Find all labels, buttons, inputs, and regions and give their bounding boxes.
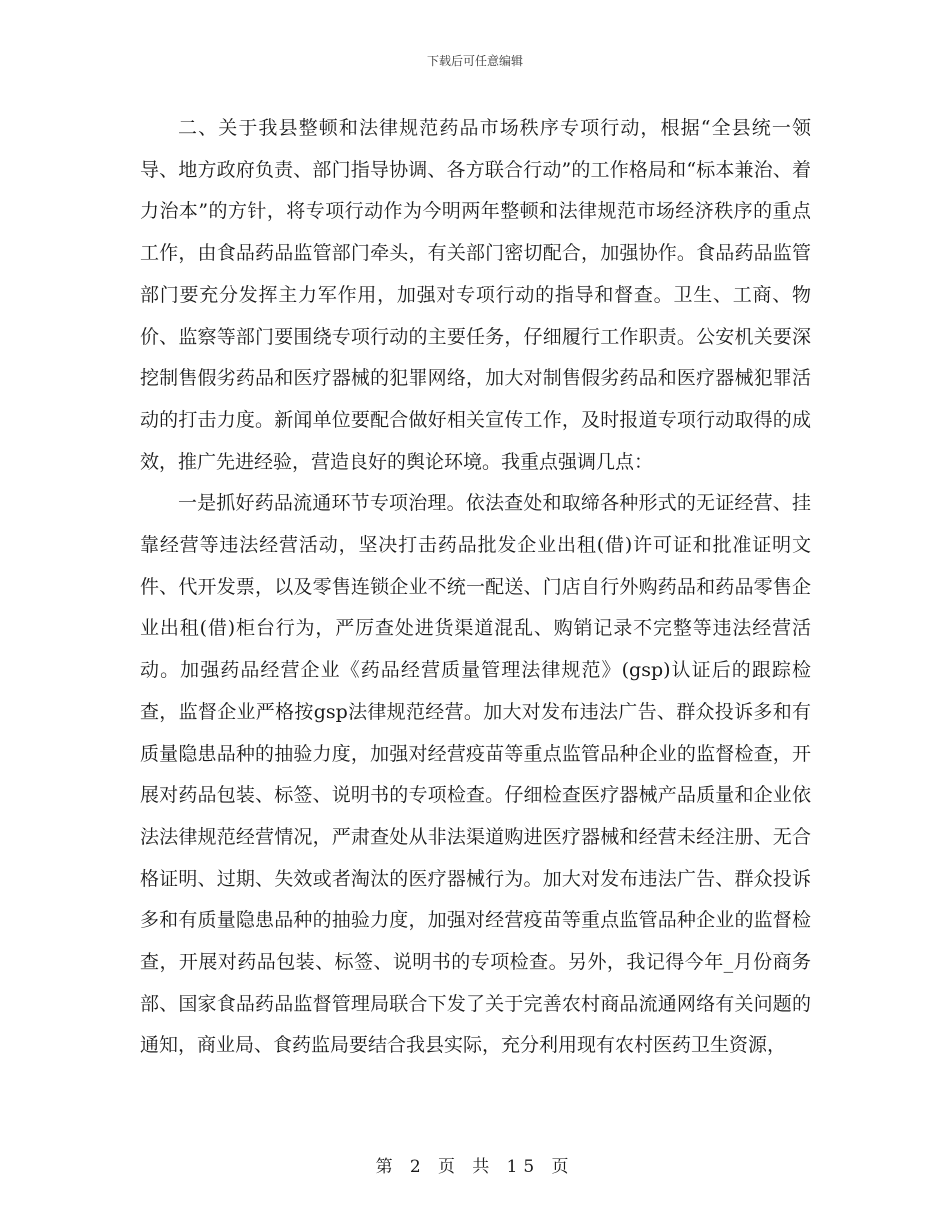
page-number-footer: 第 2 页 共 15 页 <box>375 1157 575 1177</box>
paragraph-special-action: 二、关于我县整顿和法律规范药品市场秩序专项行动，根据“全县统一领导、地方政府负责、部门指导协调、各方联合行动”的工作格局和“标本兼治、着力治本”的方针，将专项行动作为今明两年整顿和法律规范市场经济秩序的重点工作，由食品药品监管部门牵头，有关部门密切配合，加强协作。食品药品监管部门要充分发挥主力军作用，加强对专项行动的指导和督查。卫生、工商、物价、监察等部门要围绕专项行动的主要任务，仔细履行工作职责。公安机关要深挖制售假劣药品和医疗器械的犯罪网络，加大对制售假劣药品和医疗器械犯罪活动的打击力度。新闻单位要配合做好相关宣传工作，及时报道专项行动取得的成效，推广先进经验，营造良好的舆论环境。我重点强调几点： <box>140 117 811 473</box>
page-header-note: 下载后可任意编辑 <box>426 54 523 68</box>
paragraph-circulation-governance: 一是抓好药品流通环节专项治理。依法查处和取缔各种形式的无证经营、挂靠经营等违法经营活动，坚决打击药品批发企业出租(借)许可证和批准证明文件、代开发票，以及零售连锁企业不统一配送、门店自行外购药品和药品零售企业出租(借)柜台行为，严厉查处进货渠道混乱、购销记录不完整等违法经营活动。加强药品经营企业《药品经营质量管理法律规范》(gsp)认证后的跟踪检查，监督企业严格按gsp法律规范经营。加大对发布违法广告、群众投诉多和有质量隐患品种的抽验力度，加强对经营疫苗等重点监管品种企业的监督检查，开展对药品包装、标签、说明书的专项检查。仔细检查医疗器械产品质量和企业依法法律规范经营情况，严肃查处从非法渠道购进医疗器械和经营未经注册、无合格证明、过期、失效或者淘汰的医疗器械行为。加大对发布违法广告、群众投诉多和有质量隐患品种的抽验力度，加强对经营疫苗等重点监管品种企业的监督检查，开展对药品包装、标签、说明书的专项检查。另外，我记得今年_月份商务部、国家食品药品监督管理局联合下发了关于完善农村商品流通网络有关问题的通知，商业局、食药监局要结合我县实际，充分利用现有农村医药卫生资源， <box>140 492 811 1057</box>
document-body <box>140 108 811 1067</box>
